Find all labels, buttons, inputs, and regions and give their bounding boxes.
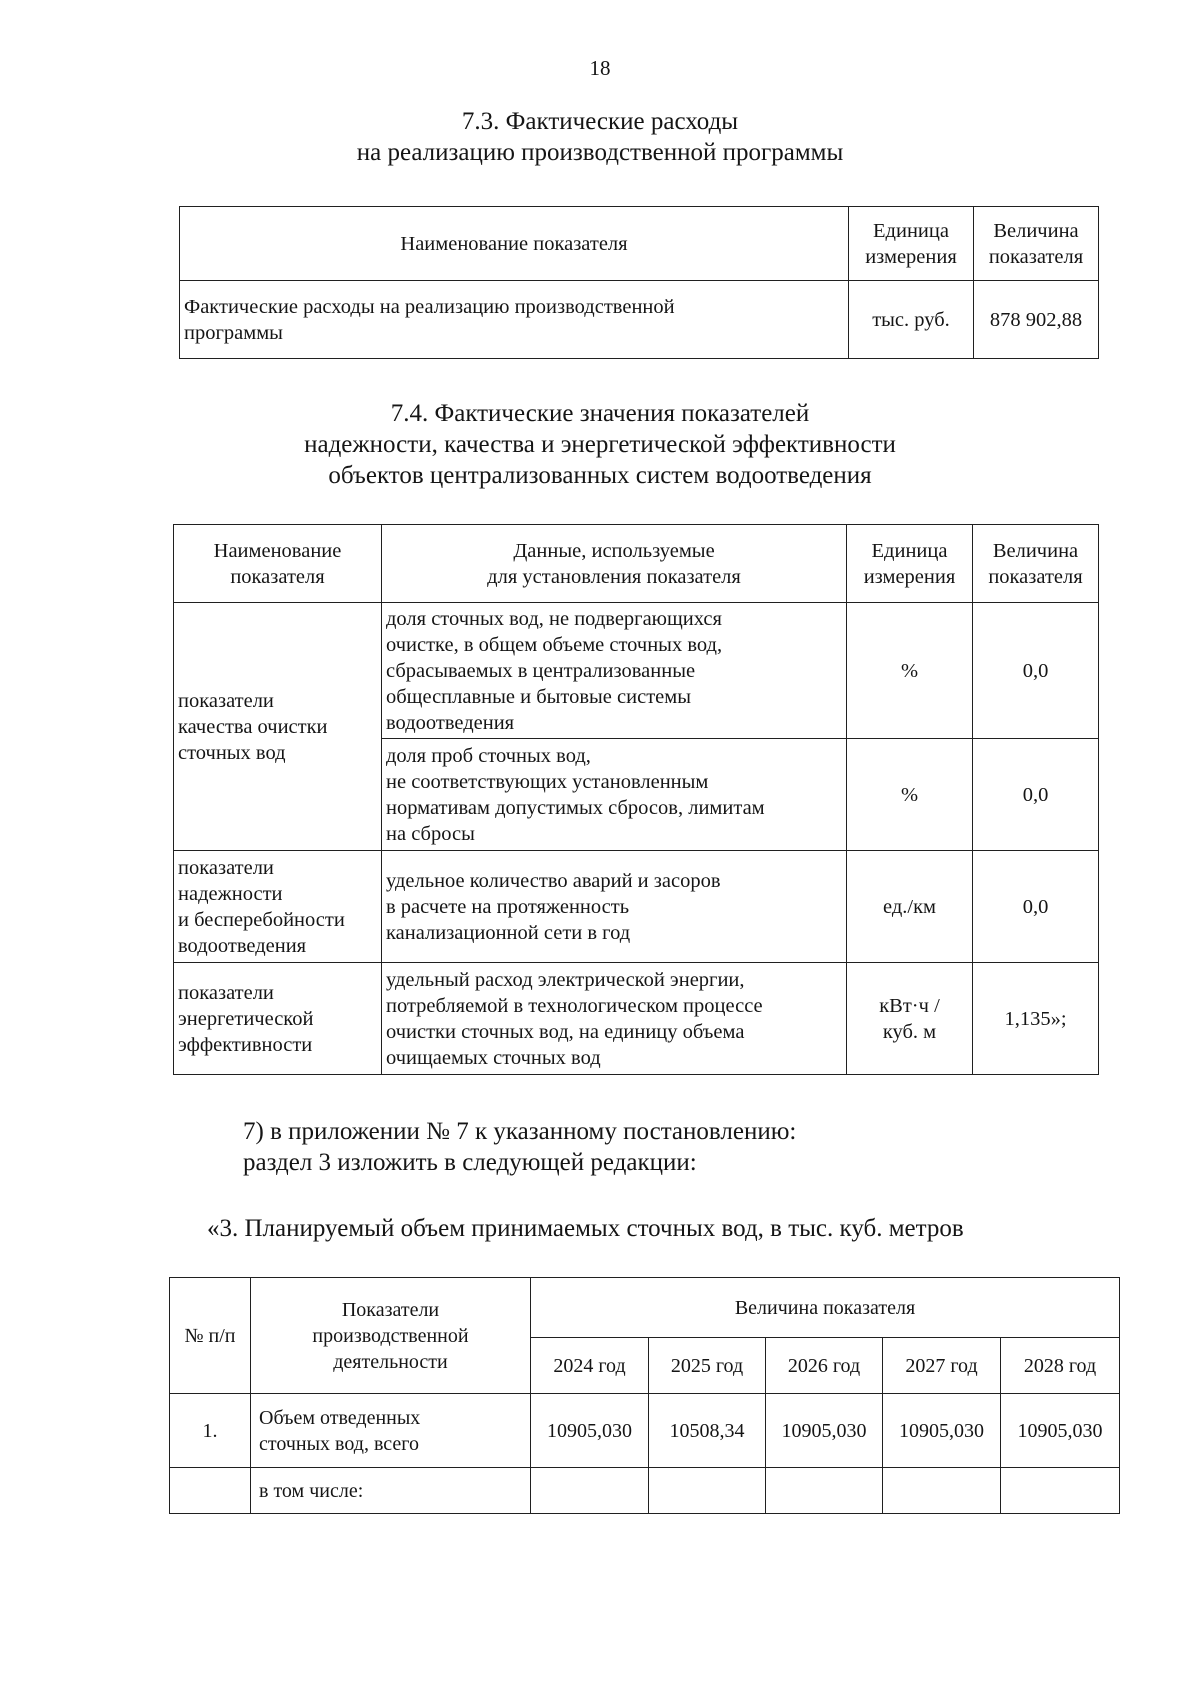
- row-data-line: не соответствующих установленным: [386, 770, 709, 793]
- header-line: для установления показателя: [487, 565, 741, 588]
- group-name-line: и бесперебойности: [178, 908, 345, 931]
- header-line: Единица: [871, 539, 948, 562]
- header-year: 2028 год: [1001, 1338, 1120, 1394]
- table-row: [174, 603, 1099, 739]
- group-name-reliability: [174, 851, 382, 963]
- header-unit: [849, 207, 974, 281]
- row-num-empty: [170, 1468, 251, 1514]
- volume-table: [169, 1277, 1120, 1514]
- row-data: [382, 603, 847, 739]
- section-3-title: «3. Планируемый объем принимаемых сточных вод, в тыс. куб. метров: [207, 1215, 964, 1242]
- row-num: 1.: [170, 1394, 251, 1468]
- row-value: 10905,030: [1001, 1394, 1120, 1468]
- row-value: 10905,030: [531, 1394, 649, 1468]
- header-value-line: показателя: [988, 245, 1084, 268]
- header-line: Данные, используемые: [513, 539, 715, 562]
- row-data-line: доля проб сточных вод,: [386, 744, 591, 767]
- group-name-line: эффективности: [178, 1033, 313, 1056]
- row-name-line: Объем отведенных: [259, 1406, 421, 1429]
- header-year: 2024 год: [531, 1338, 649, 1394]
- row-data-line: канализационной сети в год: [386, 921, 631, 944]
- row-value-empty: [883, 1468, 1001, 1514]
- section-7-4-title-line: 7.4. Фактические значения показателей: [390, 400, 810, 427]
- row-value: 0,0: [973, 851, 1099, 963]
- header-unit: [847, 525, 973, 603]
- row-name-line: сточных вод, всего: [259, 1432, 419, 1455]
- header-num: № п/п: [170, 1278, 251, 1394]
- header-line: показателя: [988, 565, 1083, 588]
- table-row: [174, 851, 1099, 963]
- row-unit: тыс. руб.: [849, 281, 974, 359]
- row-value: 0,0: [973, 739, 1099, 851]
- header-name: [174, 525, 382, 603]
- header-year: 2026 год: [766, 1338, 883, 1394]
- header-line: измерения: [863, 565, 956, 588]
- row-value: 1,135»;: [973, 963, 1099, 1075]
- row-data: [382, 851, 847, 963]
- header-line: показателя: [230, 565, 325, 588]
- row-name-line: программы: [184, 321, 283, 344]
- header-data: [382, 525, 847, 603]
- group-name-line: энергетической: [178, 1007, 314, 1030]
- header-line: деятельности: [333, 1350, 448, 1373]
- row-unit: %: [847, 603, 973, 739]
- group-name-line: качества очистки: [178, 715, 328, 738]
- header-unit-line: Единица: [873, 219, 949, 242]
- table-row: [180, 281, 1099, 359]
- table-row: [170, 1394, 1120, 1468]
- header-value-group: Величина показателя: [531, 1278, 1120, 1338]
- row-value: 10905,030: [766, 1394, 883, 1468]
- section-7-4-title-line: объектов централизованных систем водоотведения: [328, 462, 872, 489]
- paragraph-7: [243, 1116, 796, 1178]
- header-name: Наименование показателя: [180, 207, 849, 281]
- header-line: Величина: [992, 539, 1079, 562]
- row-data-line: очистки сточных вод, на единицу объема: [386, 1020, 745, 1043]
- table-header-row: [174, 525, 1099, 603]
- section-7-4-title: [0, 398, 1200, 491]
- row-unit-line: куб. м: [882, 1020, 937, 1043]
- group-name-line: показатели: [178, 689, 274, 712]
- row-data-line: нормативам допустимых сбросов, лимитам: [386, 796, 765, 819]
- group-name-line: надежности: [178, 882, 283, 905]
- group-name-line: показатели: [178, 981, 274, 1004]
- row-data-line: удельный расход электрической энергии,: [386, 968, 745, 991]
- row-value-empty: [1001, 1468, 1120, 1514]
- expenses-table: [179, 206, 1099, 359]
- header-line: производственной: [312, 1324, 469, 1347]
- row-value: 0,0: [973, 603, 1099, 739]
- section-7-3-title: [0, 106, 1200, 168]
- table-header-row: [170, 1278, 1120, 1338]
- row-data-line: очистке, в общем объеме сточных вод,: [386, 633, 723, 656]
- row-name: в том числе:: [251, 1468, 531, 1514]
- header-indicator: [251, 1278, 531, 1394]
- row-data-line: в расчете на протяженность: [386, 895, 630, 918]
- row-data-line: доля сточных вод, не подвергающихся: [386, 607, 722, 630]
- group-name-quality: [174, 603, 382, 851]
- header-year: 2025 год: [649, 1338, 766, 1394]
- header-line: Наименование: [213, 539, 342, 562]
- row-data-line: сбрасываемых в централизованные: [386, 659, 696, 682]
- row-name-line: Фактические расходы на реализацию производственной: [184, 295, 675, 318]
- row-value: 878 902,88: [974, 281, 1099, 359]
- row-value-empty: [531, 1468, 649, 1514]
- row-value: 10905,030: [883, 1394, 1001, 1468]
- table-row: [170, 1468, 1120, 1514]
- row-unit: ед./км: [847, 851, 973, 963]
- section-7-4-title-line: надежности, качества и энергетической эффективности: [304, 431, 896, 458]
- header-year: 2027 год: [883, 1338, 1001, 1394]
- row-data-line: потребляемой в технологическом процессе: [386, 994, 763, 1017]
- indicators-table: [173, 524, 1099, 1075]
- header-value: [974, 207, 1099, 281]
- section-7-3-title-line: на реализацию производственной программы: [356, 139, 844, 166]
- group-name-energy: [174, 963, 382, 1075]
- row-data-line: очищаемых сточных вод: [386, 1046, 601, 1069]
- row-value: 10508,34: [649, 1394, 766, 1468]
- group-name-line: сточных вод: [178, 741, 286, 764]
- row-data-line: общесплавные и бытовые системы: [386, 685, 692, 708]
- section-7-3-title-line: 7.3. Фактические расходы: [461, 108, 739, 135]
- row-value-empty: [649, 1468, 766, 1514]
- row-data-line: водоотведения: [386, 711, 515, 734]
- paragraph-line: раздел 3 изложить в следующей редакции:: [243, 1149, 697, 1176]
- group-name-line: показатели: [178, 856, 274, 879]
- row-data-line: на сбросы: [386, 822, 475, 845]
- row-data-line: удельное количество аварий и засоров: [386, 869, 721, 892]
- row-unit: [847, 963, 973, 1075]
- row-value-empty: [766, 1468, 883, 1514]
- paragraph-line: 7) в приложении № 7 к указанному постановлению:: [243, 1118, 797, 1145]
- row-unit-line: кВт·ч /: [879, 994, 940, 1017]
- table-row: [174, 963, 1099, 1075]
- header-unit-line: измерения: [865, 245, 957, 268]
- group-name-line: водоотведения: [178, 934, 307, 957]
- row-unit: %: [847, 739, 973, 851]
- row-data: [382, 963, 847, 1075]
- table-header-row: [180, 207, 1099, 281]
- row-name: [251, 1394, 531, 1468]
- header-value-line: Величина: [993, 219, 1079, 242]
- row-name: [180, 281, 849, 359]
- header-line: Показатели: [341, 1298, 440, 1321]
- page-number: 18: [589, 56, 611, 80]
- header-value: [973, 525, 1099, 603]
- row-data: [382, 739, 847, 851]
